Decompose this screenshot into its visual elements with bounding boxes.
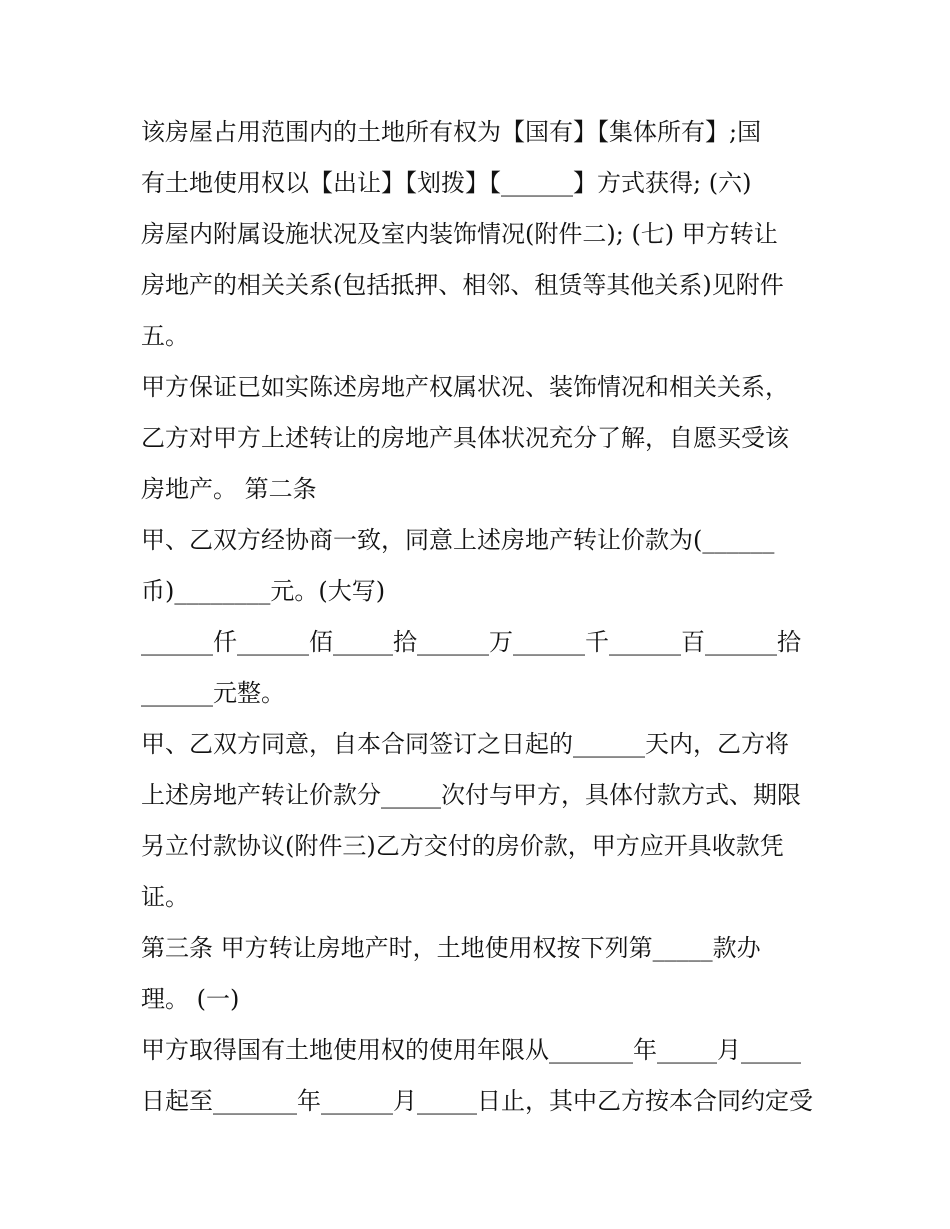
- text-line: 该房屋占用范围内的土地所有权为【国有】【集体所有】;国: [141, 118, 762, 146]
- text-line: 甲、乙双方经协商一致，同意上述房地产转让价款为(______: [141, 526, 775, 554]
- text-line: 房地产。 第二条: [141, 475, 317, 503]
- text-line: 证。: [141, 883, 189, 911]
- text-line: 币)________元。(大写): [141, 577, 386, 605]
- text-line: 甲方保证已如实陈述房地产权属状况、装饰情况和相关关系，: [141, 373, 789, 401]
- contract-body-text: [141, 107, 831, 1127]
- text-line: 有土地使用权以【出让】【划拨】【______】方式获得; (六): [141, 169, 752, 197]
- text-line: 房地产的相关关系(包括抵押、相邻、租赁等其他关系)见附件: [141, 271, 784, 299]
- text-line: 乙方对甲方上述转让的房地产具体状况充分了解，自愿买受该: [141, 424, 789, 452]
- text-line: 甲方取得国有土地使用权的使用年限从_______年_____月_____: [141, 1036, 801, 1064]
- text-line: 五。: [141, 322, 189, 350]
- text-line: 理。 (一): [141, 985, 240, 1013]
- text-line: 第三条 甲方转让房地产时，土地使用权按下列第_____款办: [141, 934, 761, 962]
- text-line: 甲、乙双方同意，自本合同签订之日起的______天内，乙方将: [141, 730, 789, 758]
- text-line: 日起至_______年______月_____日止，其中乙方按本合同约定受: [141, 1087, 813, 1115]
- text-line: 房屋内附属设施状况及室内装饰情况(附件二); (七) 甲方转让: [141, 220, 778, 248]
- text-line: ______仟______佰_____拾______万______千______百______拾: [141, 628, 801, 656]
- text-line: ______元整。: [141, 679, 285, 707]
- text-line: 另立付款协议(附件三)乙方交付的房价款，甲方应开具收款凭: [141, 832, 784, 860]
- text-line: 上述房地产转让价款分_____次付与甲方，具体付款方式、期限: [141, 781, 801, 809]
